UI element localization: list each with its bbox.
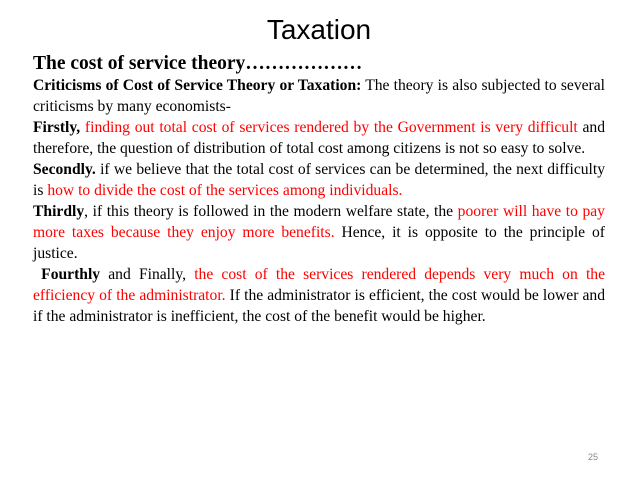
- fourthly-text: and Finally,: [100, 266, 195, 283]
- slide-body: [33, 53, 605, 327]
- paragraph-fourthly: [33, 264, 605, 327]
- firstly-highlight: finding out total cost of services rendered by the Government is very difficult: [80, 119, 578, 136]
- criticisms-text: The theory is also subjected to several criticisms by many economists-: [33, 77, 605, 115]
- criticisms-heading: Criticisms of Cost of Service Theory or Taxation:: [33, 77, 362, 94]
- page-number: 25: [587, 452, 598, 462]
- thirdly-text: , if this theory is followed in the modern welfare state, the: [84, 203, 458, 220]
- section-subtitle: The cost of service theory………………: [33, 53, 363, 74]
- thirdly-label: Thirdly: [33, 203, 85, 220]
- fourthly-highlight: the cost of the services rendered depends very much on the efficiency of the administrator.: [33, 266, 605, 304]
- firstly-text: and therefore, the question of distribution of total cost among citizens is not so easy to solve.: [33, 119, 605, 157]
- secondly-highlight: how to divide the cost of the services among individuals.: [47, 182, 403, 199]
- firstly-label: Firstly,: [33, 119, 81, 136]
- paragraph-secondly: [33, 159, 605, 201]
- fourthly-text-end: If the administrator is efficient, the cost would be lower and if the administrator is inefficient, the cost of the benefit would be higher.: [33, 287, 605, 325]
- secondly-label: Secondly.: [33, 161, 96, 178]
- paragraph-firstly: [33, 117, 605, 159]
- thirdly-highlight: poorer will have to pay more taxes because they enjoy more benefits.: [33, 203, 605, 241]
- slide-title: Taxation: [266, 14, 372, 45]
- paragraph-thirdly: [33, 201, 605, 264]
- paragraph-criticisms: [33, 75, 605, 117]
- thirdly-text-end: Hence, it is opposite to the principle of justice.: [33, 224, 605, 262]
- fourthly-label: Fourthly: [41, 266, 101, 283]
- secondly-text: if we believe that the total cost of services can be determined, the next difficulty is: [33, 161, 605, 199]
